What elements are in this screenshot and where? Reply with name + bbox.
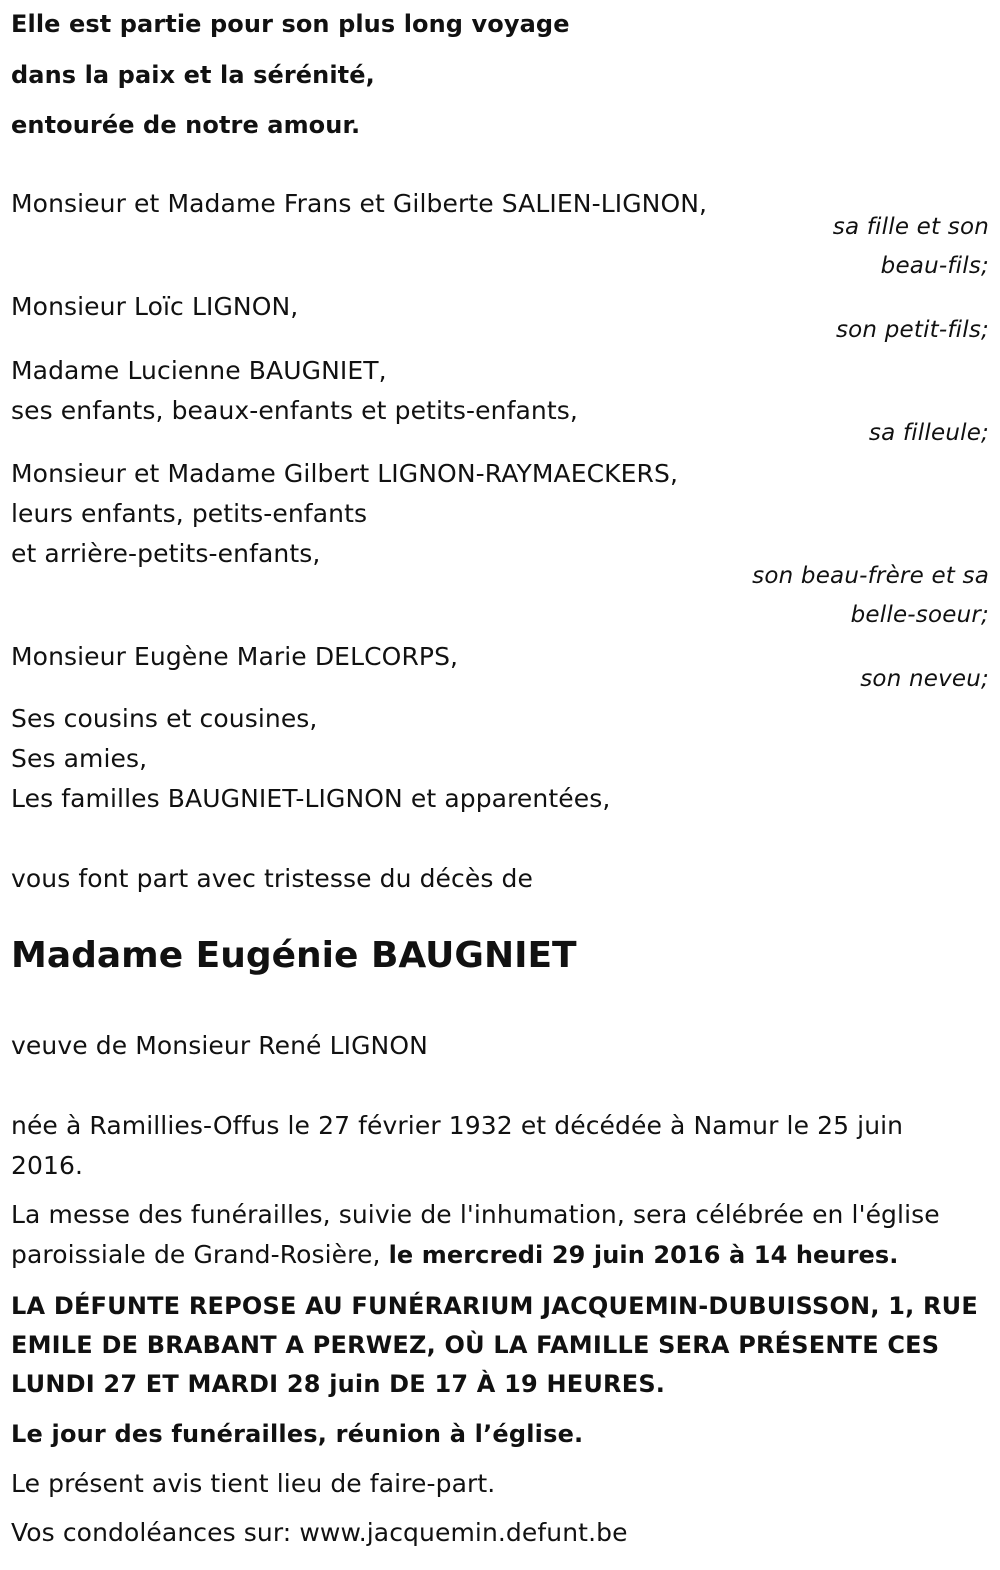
announcement: vous font part avec tristesse du décès de (11, 864, 533, 893)
family-relation: son beau-frère et sa (752, 563, 989, 589)
condolences-link[interactable]: Vos condoléances sur: www.jacquemin.defunt.be (11, 1518, 628, 1547)
intro-line-2: dans la paix et la sérénité, (11, 61, 375, 89)
others-line: Ses cousins et cousines, (11, 704, 318, 733)
family-relation: belle-soeur; (850, 602, 989, 628)
family-relation: beau-fils; (880, 253, 989, 279)
widow-of: veuve de Monsieur René LIGNON (11, 1031, 428, 1060)
meeting-note: Le jour des funérailles, réunion à l’église. (11, 1420, 584, 1448)
intro-line-1: Elle est partie pour son plus long voyage (11, 10, 570, 38)
birth-death-line: née à Ramillies-Offus le 27 février 1932 et décédée à Namur le 25 juin (11, 1111, 904, 1140)
family-name-line: leurs enfants, petits-enfants (11, 499, 368, 528)
others-line: Les familles BAUGNIET-LIGNON et apparentées, (11, 784, 611, 813)
family-name-line: Madame Lucienne BAUGNIET, (11, 356, 387, 385)
family-name-line: Monsieur Loïc LIGNON, (11, 292, 299, 321)
funerarium-line: LUNDI 27 ET MARDI 28 juin DE 17 À 19 HEURES. (11, 1370, 666, 1398)
funerarium-line: EMILE DE BRABANT A PERWEZ, OÙ LA FAMILLE SERA PRÉSENTE CES (11, 1331, 940, 1359)
deceased-name: Madame Eugénie BAUGNIET (11, 935, 577, 976)
family-name-line: Monsieur et Madame Gilbert LIGNON-RAYMAECKERS, (11, 459, 679, 488)
mass-line: La messe des funérailles, suivie de l'inhumation, sera célébrée en l'église (11, 1200, 940, 1229)
mass-datetime: le mercredi 29 juin 2016 à 14 heures. (388, 1241, 899, 1269)
family-relation: son petit-fils; (835, 317, 989, 343)
others-line: Ses amies, (11, 744, 148, 773)
funerarium-line: LA DÉFUNTE REPOSE AU FUNÉRARIUM JACQUEMIN-DUBUISSON, 1, RUE (11, 1292, 978, 1320)
intro-line-3: entourée de notre amour. (11, 111, 361, 139)
notice: Le présent avis tient lieu de faire-part. (11, 1469, 496, 1498)
family-name-line: Monsieur Eugène Marie DELCORPS, (11, 642, 459, 671)
mass-location: paroissiale de Grand-Rosière, (11, 1240, 389, 1269)
family-name-line: Monsieur et Madame Frans et Gilberte SALIEN-LIGNON, (11, 189, 708, 218)
family-relation: son neveu; (860, 666, 989, 692)
mass-line (11, 1240, 899, 1269)
family-name-line: et arrière-petits-enfants, (11, 539, 321, 568)
family-name-line: ses enfants, beaux-enfants et petits-enfants, (11, 396, 578, 425)
family-relation: sa fille et son (832, 214, 989, 240)
birth-death-line: 2016. (11, 1151, 84, 1180)
family-relation: sa filleule; (868, 420, 989, 446)
